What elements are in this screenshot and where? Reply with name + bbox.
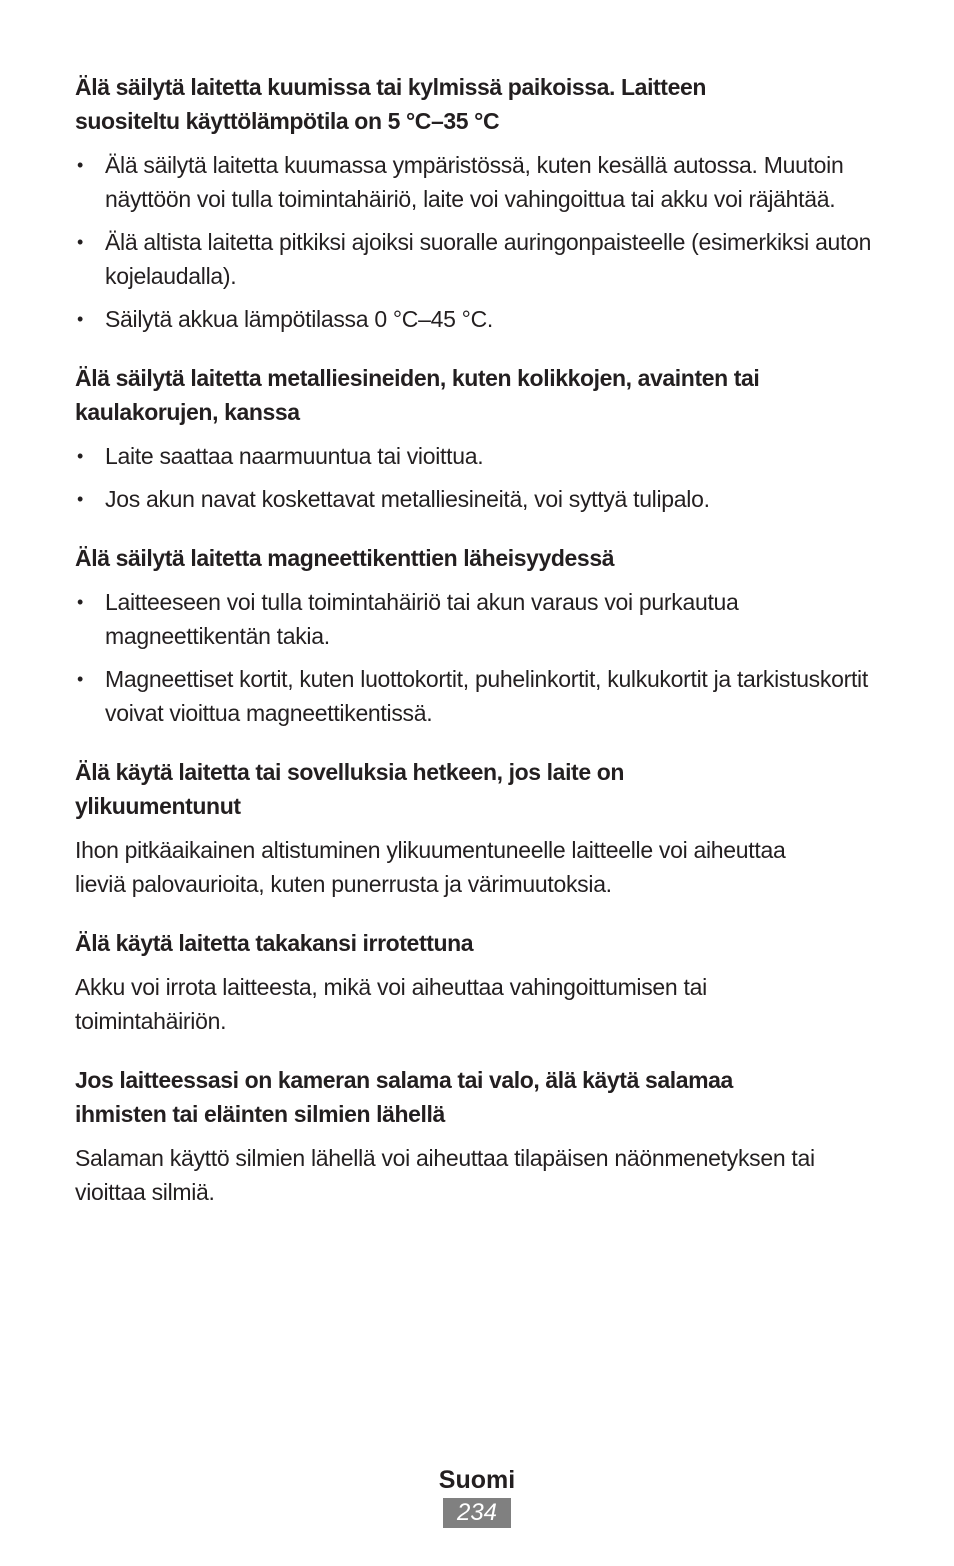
section-metal-objects xyxy=(75,361,880,516)
section-heading: Jos laitteessasi on kameran salama tai valo, älä käytä salamaa ihmisten tai eläinten silmien lähellä xyxy=(75,1067,733,1127)
section-temperature xyxy=(75,70,880,336)
bullet-icon: • xyxy=(77,592,84,612)
section-heading: Älä säilytä laitetta kuumissa tai kylmissä paikoissa. Laitteen suositeltu käyttölämpötila on 5 °C–35 °C xyxy=(75,74,707,134)
page-footer xyxy=(0,1462,954,1528)
bullet-icon: • xyxy=(77,155,84,175)
bullet-icon: • xyxy=(77,446,84,466)
list-item: • Laitteeseen voi tulla toimintahäiriö tai akun varaus voi purkautua magneettikentän takia. xyxy=(75,585,880,653)
bullet-list xyxy=(75,439,880,516)
list-item: • Magneettiset kortit, kuten luottokortit, puhelinkortit, kulkukortit ja tarkistuskortit voivat vioittua magneettikentissä. xyxy=(75,662,880,730)
document-body xyxy=(75,70,880,1234)
section-text: Salaman käyttö silmien lähellä voi aiheuttaa tilapäisen näönmenetyksen tai vioittaa silmiä. xyxy=(75,1145,815,1205)
section-back-cover xyxy=(75,926,880,1038)
list-item: • Jos akun navat koskettavat metalliesineitä, voi syttyä tulipalo. xyxy=(75,482,880,516)
bullet-icon: • xyxy=(77,232,84,252)
section-heading: Älä säilytä laitetta magneettikenttien läheisyydessä xyxy=(75,545,615,571)
section-camera-flash xyxy=(75,1063,880,1209)
section-text: Akku voi irrota laitteesta, mikä voi aiheuttaa vahingoittumisen tai toimintahäiriön. xyxy=(75,974,707,1034)
list-item: • Älä altista laitetta pitkiksi ajoiksi suoralle auringonpaisteelle (esimerkiksi auton kojelaudalla). xyxy=(75,225,880,293)
bullet-list xyxy=(75,148,880,336)
section-magnetic-fields xyxy=(75,541,880,730)
section-text: Ihon pitkäaikainen altistuminen ylikuumentuneelle laitteelle voi aiheuttaa lieviä palovaurioita, kuten punerrusta ja värimuutoksia. xyxy=(75,837,786,897)
bullet-icon: • xyxy=(77,489,84,509)
bullet-icon: • xyxy=(77,309,84,329)
page-number-badge: 234 xyxy=(443,1498,511,1528)
section-heading: Älä käytä laitetta takakansi irrotettuna xyxy=(75,930,474,956)
section-heading: Älä säilytä laitetta metalliesineiden, kuten kolikkojen, avainten tai kaulakorujen, kanssa xyxy=(75,365,760,425)
page-number-wrap xyxy=(0,1498,954,1528)
list-item: • Laite saattaa naarmuuntua tai vioittua. xyxy=(75,439,880,473)
section-overheated xyxy=(75,755,880,901)
bullet-list xyxy=(75,585,880,730)
list-item: • Älä säilytä laitetta kuumassa ympäristössä, kuten kesällä autossa. Muutoin näyttöön voi tulla toimintahäiriö, laite voi vahingoittua tai akku voi räjähtää. xyxy=(75,148,880,216)
section-heading: Älä käytä laitetta tai sovelluksia hetkeen, jos laite on ylikuumentunut xyxy=(75,759,624,819)
list-item: • Säilytä akkua lämpötilassa 0 °C–45 °C. xyxy=(75,302,880,336)
footer-language: Suomi xyxy=(438,1466,516,1494)
bullet-icon: • xyxy=(77,669,84,689)
